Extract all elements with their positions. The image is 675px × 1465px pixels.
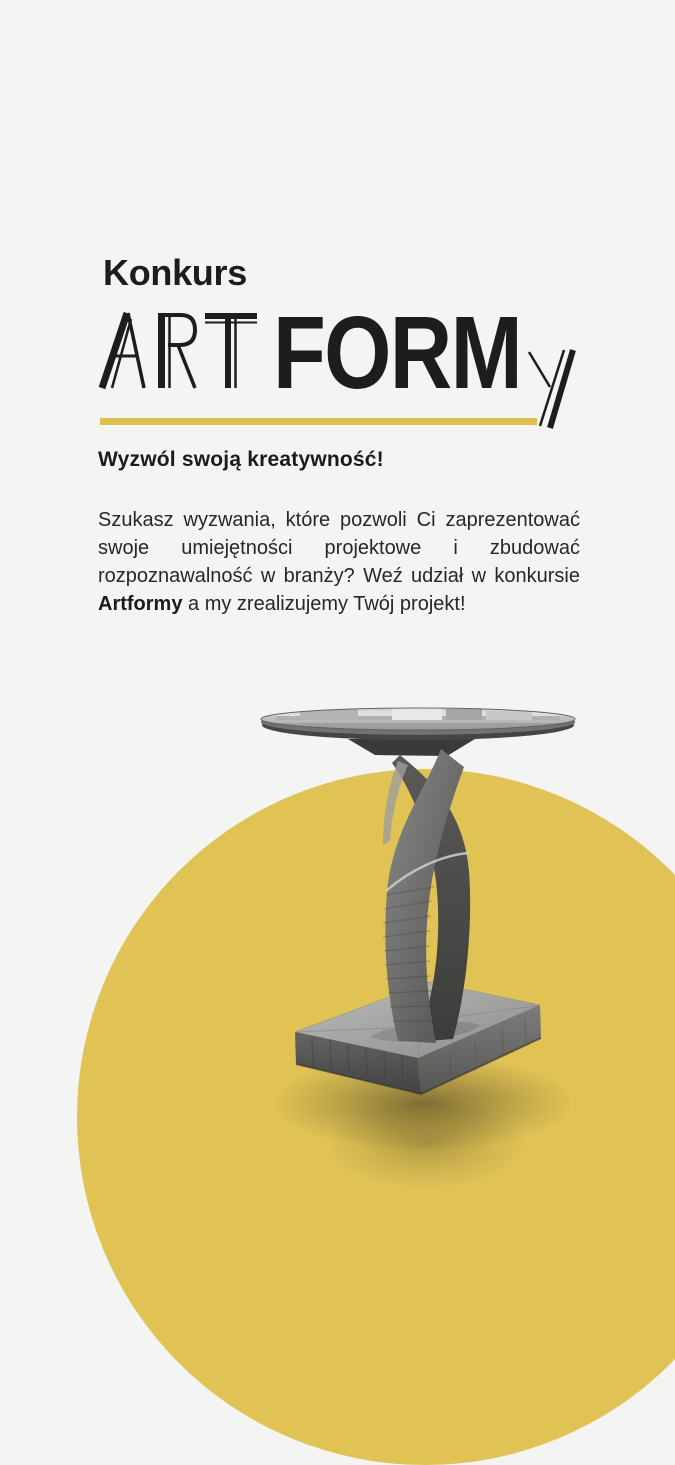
deco-letters-art [102, 313, 257, 388]
body-paragraph [98, 506, 580, 618]
body-text-start: Szukasz wyzwania, które pozwoli Ci zaprezentować swoje umiejętności projektowe i zbudować rozpoznawalność w branży? Weź udział w konkursie [98, 509, 580, 587]
headline: Wyzwól swoją kreatywność! [98, 448, 384, 471]
kicker-text: Konkurs [103, 252, 247, 293]
table-sculpture-image [240, 695, 600, 1195]
title-form-text: FORM [273, 295, 521, 411]
table-funnel [348, 739, 475, 756]
table-top [261, 708, 575, 740]
body-text-end: a my zrealizujemy Twój projekt! [182, 593, 466, 615]
title-artformy [98, 295, 578, 440]
deco-letter-y [529, 350, 573, 428]
body-text-bold: Artformy [98, 593, 183, 615]
